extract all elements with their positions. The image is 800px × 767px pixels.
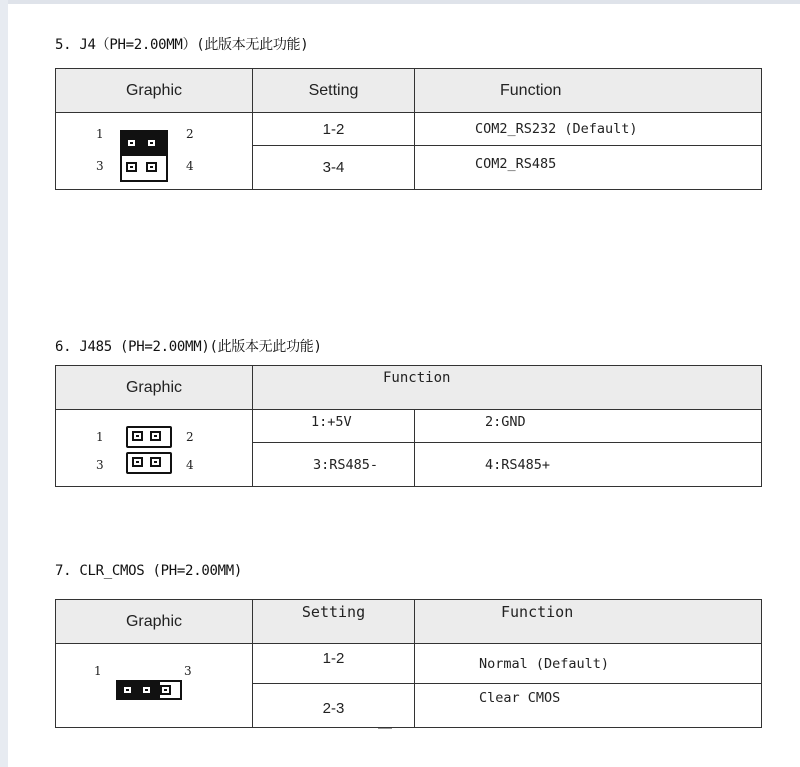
j485-pin-4 <box>150 457 161 467</box>
clr-cmos-pin-1 <box>122 685 133 695</box>
clr-cmos-graphic <box>56 644 253 728</box>
j4-header-row <box>56 69 762 113</box>
j4-setting-2: 3-4 <box>253 146 415 190</box>
j485-table <box>55 365 762 487</box>
j485-pin-2-label: 2 <box>186 430 194 444</box>
j4-header-setting: Setting <box>253 69 415 113</box>
j485-graphic <box>56 410 253 487</box>
j485-pin-1 <box>132 431 143 441</box>
clr-cmos-table <box>55 599 762 728</box>
clr-cmos-pin-3-label: 3 <box>184 664 192 678</box>
j485-pin-2 <box>150 431 161 441</box>
j4-function-1: COM2_RS232 (Default) <box>415 113 762 146</box>
j485-pin-3-function: 3:RS485- <box>253 443 415 487</box>
j4-header-function: Function <box>415 69 762 113</box>
j4-pin-3 <box>126 162 137 172</box>
j4-row-1 <box>56 113 762 146</box>
j4-pin-2 <box>146 138 157 148</box>
j485-header-function: Function <box>253 366 762 410</box>
clr-cmos-setting-2: 2-3 <box>253 684 415 728</box>
j4-function-2: COM2_RS485 <box>415 146 762 190</box>
j4-pin-1 <box>126 138 137 148</box>
j485-header-graphic: Graphic <box>56 366 253 410</box>
j485-pin-3-label: 3 <box>96 458 104 472</box>
j485-pin-4-function: 4:RS485+ <box>415 443 762 487</box>
clr-cmos-pin-3 <box>160 685 171 695</box>
clr-cmos-function-2: Clear CMOS <box>415 684 762 728</box>
j4-table <box>55 68 762 190</box>
j485-pin-1-function: 1:+5V <box>253 410 415 443</box>
j4-pin-1-label: 1 <box>96 127 104 141</box>
section-7-heading: 7. CLR_CMOS (PH=2.00MM) <box>55 563 242 579</box>
j485-pin-4-label: 4 <box>186 458 194 472</box>
page-top-border <box>0 0 800 4</box>
clr-cmos-header-row <box>56 600 762 644</box>
j485-row-1 <box>56 410 762 443</box>
clr-cmos-pin-2 <box>141 685 152 695</box>
section-5-heading: 5. J4（PH=2.00MM）(此版本无此功能) <box>55 37 309 53</box>
j4-pin-4-label: 4 <box>186 159 194 173</box>
page-left-border <box>0 0 8 767</box>
page-mark <box>378 728 392 729</box>
clr-cmos-function-1: Normal (Default) <box>415 644 762 684</box>
clr-cmos-header-setting: Setting <box>253 600 415 644</box>
section-6-heading: 6. J485 (PH=2.00MM)(此版本无此功能) <box>55 339 322 355</box>
j4-graphic <box>56 113 253 190</box>
j4-setting-1: 1-2 <box>253 113 415 146</box>
clr-cmos-header-graphic: Graphic <box>56 600 253 644</box>
clr-cmos-header-function: Function <box>415 600 762 644</box>
j485-pin-3 <box>132 457 143 467</box>
j485-header-row <box>56 366 762 410</box>
j4-pin-3-label: 3 <box>96 159 104 173</box>
clr-cmos-setting-1: 1-2 <box>253 644 415 684</box>
j4-header-graphic: Graphic <box>56 69 253 113</box>
clr-cmos-pin-1-label: 1 <box>94 664 102 678</box>
j4-pin-2-label: 2 <box>186 127 194 141</box>
j485-pin-1-label: 1 <box>96 430 104 444</box>
j4-pin-4 <box>146 162 157 172</box>
clr-cmos-row-1 <box>56 644 762 684</box>
j485-pin-2-function: 2:GND <box>415 410 762 443</box>
